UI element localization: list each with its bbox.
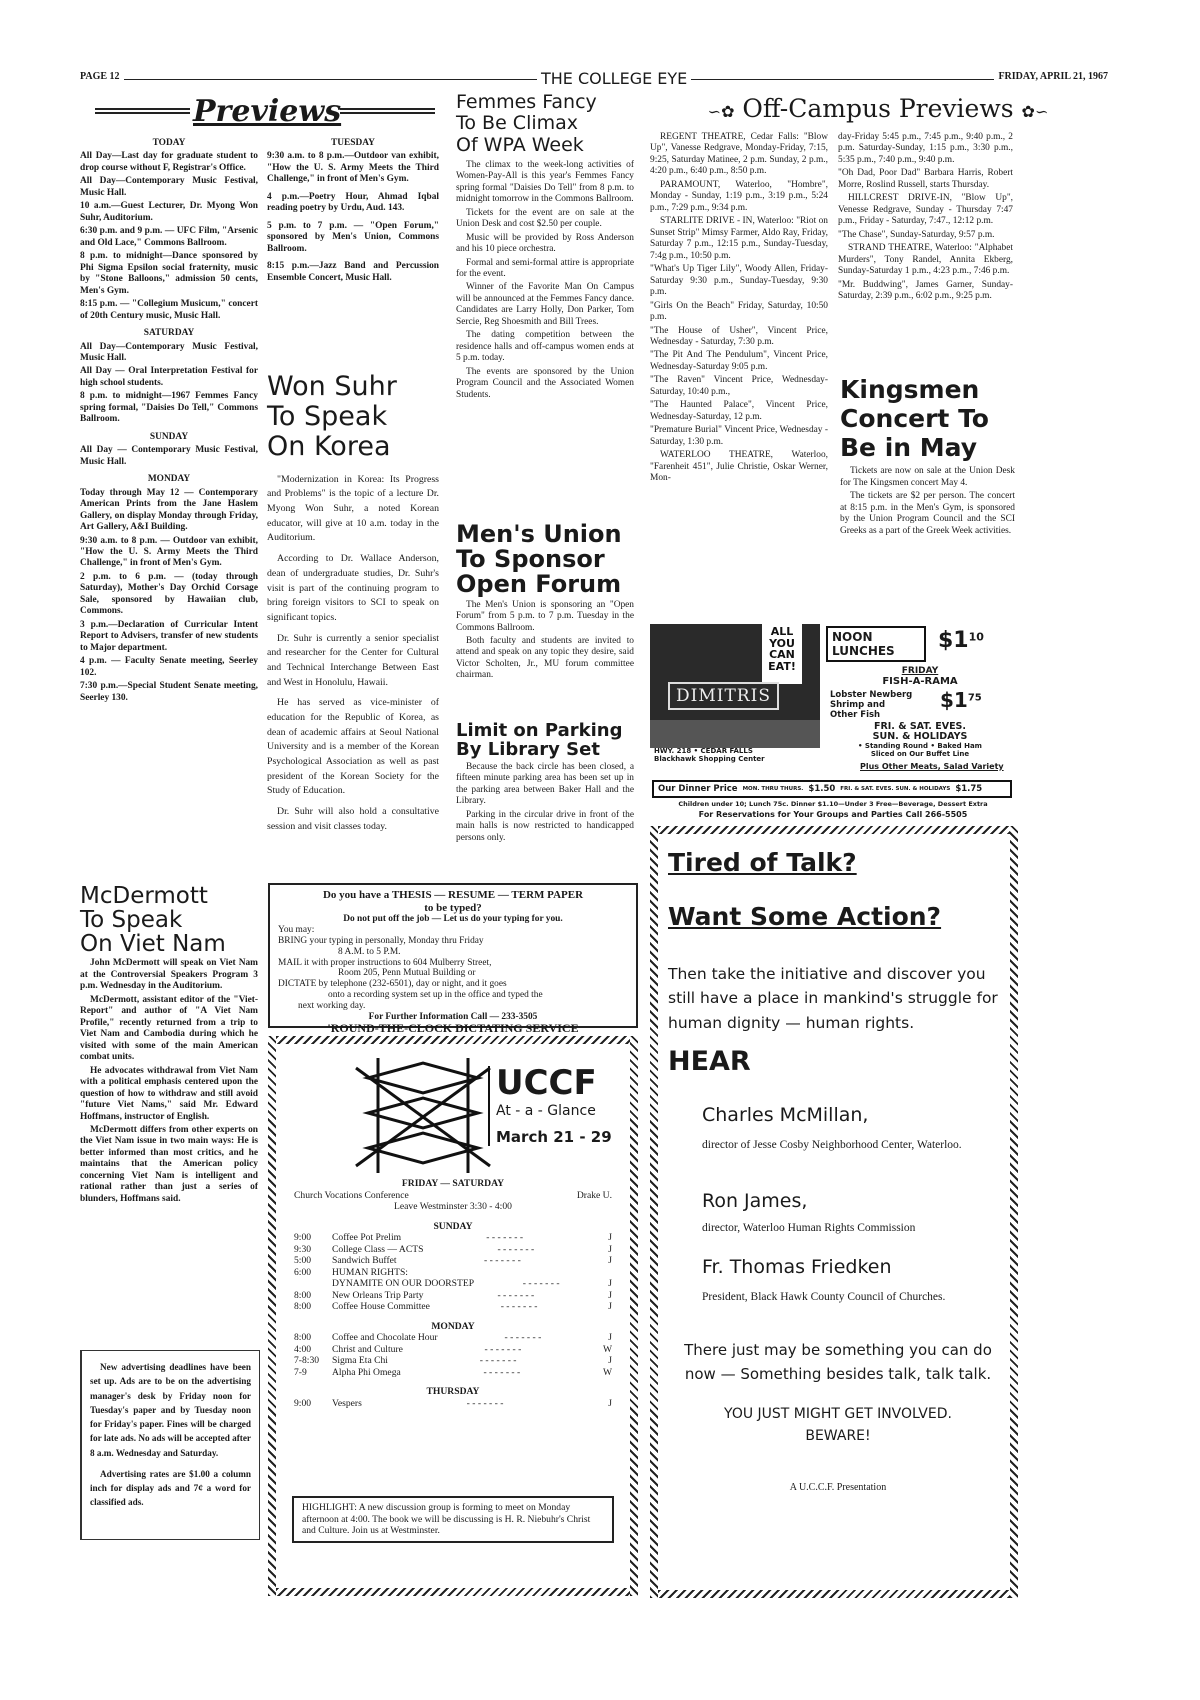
- schedule-note: Leave Westminster 3:30 - 4:00: [394, 1201, 512, 1212]
- headline-line: Open Forum: [456, 570, 622, 599]
- list-item: All Day—Last day for graduate student to drop course without F, Registrar's Office.: [80, 151, 258, 173]
- article-body: [267, 473, 439, 835]
- schedule-row: [290, 1278, 616, 1290]
- event-time-and-name: [294, 1355, 388, 1367]
- fish-item: Lobster Newberg: [830, 690, 913, 700]
- event-location: W: [602, 1343, 612, 1355]
- newspaper-name: THE COLLEGE EYE: [537, 69, 691, 88]
- event-name: Christ and Culture: [332, 1343, 403, 1355]
- dinner-price-bar: [652, 780, 1012, 798]
- event-name: HUMAN RIGHTS:: [332, 1266, 408, 1278]
- listing: "The Raven" Vincent Price, Wednesday-Saturday, 10:40 p.m.,: [650, 375, 828, 397]
- listing: "The House of Usher", Vincent Price, Wednesday - Saturday, 7:30 p.m.: [650, 325, 828, 347]
- kingsmen-article: [840, 376, 1015, 539]
- headline-line: To Speak: [80, 907, 183, 934]
- address-line: Blackhawk Shopping Center: [654, 754, 765, 763]
- headline-line: Men's Union: [456, 520, 622, 548]
- mcdermott-article: [80, 884, 258, 1207]
- uccf-subtitle: At - a - Glance: [496, 1102, 596, 1119]
- today-list: [80, 151, 258, 322]
- femmes-article: [456, 92, 634, 403]
- price-label: Our Dinner Price: [658, 784, 738, 794]
- list-item: 8 p.m. to midnight—Dance sponsored by Phi Sigma Epsilon social fraternity, music by "Stone Balloons," admission 50 cents, Men's Gym.: [80, 251, 258, 296]
- headline-line: Limit on Parking: [456, 720, 623, 741]
- price-cents: 10: [968, 630, 984, 644]
- listing: "Mr. Buddwing", James Garner, Sunday-Saturday, 2:39 p.m., 6:02 p.m., 9:25 p.m.: [838, 279, 1013, 302]
- mens-union-article: [456, 522, 634, 684]
- weekend-line: • Standing Round • Baked Ham: [858, 741, 982, 750]
- paragraph: McDermott differs from other experts on the Viet Nam issue in two main ways: He is better informed than most critics, and he maintains that the American policy concerning Viet Nam is intelligent and rational rather than just a series of blunders, Hoffmans said.: [80, 1124, 258, 1204]
- off-campus-col2: [838, 130, 1013, 305]
- restaurant-sign: DIMITRIS: [668, 682, 779, 710]
- noon-line: NOON: [832, 630, 873, 644]
- event-location: Drake U.: [576, 1189, 612, 1201]
- leader-dashes: - - - - - - -: [484, 1255, 521, 1266]
- eat-sign: [762, 624, 802, 684]
- eat-line: EAT!: [768, 659, 796, 673]
- event-name: Church Vocations Conference: [294, 1189, 409, 1201]
- event-time-and-name: [294, 1398, 362, 1410]
- paragraph: He advocates withdrawal from Viet Nam with a political emphasis centered upon the question of how to withdraw and still avoid "future Viet Nams," said Mr. Edward Hoffmans, instructor of English.: [80, 1065, 258, 1122]
- schedule-row: [290, 1190, 616, 1202]
- leader-dashes: - - - - - - -: [504, 1332, 542, 1343]
- schedule-row: [290, 1301, 616, 1313]
- speaker-name: Ron James,: [702, 1190, 808, 1212]
- schedule-row: [290, 1232, 616, 1244]
- fish-price: [940, 688, 982, 712]
- event-name: Vespers: [332, 1397, 362, 1409]
- restaurant-photo: [650, 624, 820, 748]
- previews-banner: [95, 96, 435, 130]
- uccf-dates: March 21 - 29: [496, 1128, 612, 1147]
- listing: PARAMOUNT, Waterloo, "Hombre", Monday - Sunday, 1:19 p.m., 3:19 p.m., 5:24 p.m., 7:29 p.m., 9:34 p.m.: [650, 179, 828, 213]
- event-time: 8:00: [294, 1301, 312, 1312]
- fish-item: Shrimp and: [830, 700, 886, 711]
- listing: "Girls On the Beach" Friday, Saturday, 10:50 p.m.: [650, 300, 828, 323]
- schedule-row: [290, 1398, 616, 1410]
- listing: "Premature Burial" Vincent Price, Wednesday - Saturday, 1:30 p.m.: [650, 425, 828, 447]
- friday-label: FRIDAY: [901, 666, 939, 676]
- headline-line: Kingsmen: [840, 375, 980, 404]
- leader-dashes: - - - - - - -: [522, 1278, 560, 1289]
- reservations-line: For Reservations for Your Groups and Parties Call 266-5505: [698, 810, 968, 819]
- event-time: 8:00: [294, 1332, 312, 1343]
- listing: STRAND THEATRE, Waterloo: "Alphabet Murders", Tony Randel, Annita Ekberg, Sunday-Saturday 1 p.m., 4:23 p.m., 7:46 p.m.: [838, 243, 1013, 277]
- day-heading: SUNDAY: [149, 431, 189, 442]
- listing: day-Friday 5:45 p.m., 7:45 p.m., 9:40 p.m., 2 p.m. Saturday-Sunday, 1:15 p.m., 3:30 p.m., 5:35 p.m., 7:40 p.m., 9:40 p.m.: [838, 132, 1013, 165]
- event-name: Sandwich Buffet: [332, 1255, 397, 1266]
- address: [654, 748, 765, 763]
- speaker-description: director of Jesse Cosby Neighborhood Center, Waterloo.: [702, 1139, 962, 1151]
- day-heading: MONDAY: [147, 474, 191, 485]
- event-name: Coffee House Committee: [332, 1301, 430, 1312]
- leader-dashes: - - - - - - -: [486, 1232, 524, 1243]
- ornament-icon: ∽✿: [707, 102, 735, 121]
- action-headline-2: Want Some Action?: [668, 902, 942, 931]
- list-item: 8:15 p.m. — "Collegium Musicum," concert of 20th Century music, Music Hall.: [80, 299, 258, 321]
- listing: "The Chase", Sunday-Saturday, 9:57 p.m.: [838, 229, 995, 240]
- border-bottom: [268, 1588, 638, 1596]
- paragraph: "Modernization in Korea: Its Progress and Problems" is the topic of a lecture Dr. Myong Won Suhr, a noted Korean educator, will give at 10 a.m. today in the Auditorium.: [267, 473, 439, 544]
- paragraph: The Men's Union is sponsoring an "Open Forum" from 5 p.m. to 7 p.m. Tuesday in the Commons Ballroom.: [456, 599, 634, 633]
- listing: STARLITE DRIVE - IN, Waterloo: "Riot on Sunset Strip" Mimsy Farmer, Aldo Ray, Friday, Saturday 7 p.m., 12:15 p.m., Sunday-Tuesday, 7:4g p.m., 10:50 p.m.: [650, 216, 829, 261]
- list-item: 8 p.m. to midnight—1967 Femmes Fancy spring formal, "Daisies Do Tell," Commons Ballroom.: [80, 391, 258, 425]
- paragraph: McDermott, assistant editor of the "Viet-Report" and author of "A Viet Nam Profile," recently returned from a trip to Viet Nam and Cambodia during which he visited with some of the main American combat units.: [80, 994, 258, 1063]
- event-location: J: [608, 1301, 612, 1312]
- uccf-schedule: [290, 1178, 616, 1409]
- noon-lunch-box: [826, 626, 926, 662]
- event-time: 9:30: [294, 1243, 312, 1255]
- weekend-extra: Plus Other Meats, Salad Variety: [860, 762, 1004, 771]
- price-cents: 75: [967, 692, 982, 704]
- action-headline-1: Tired of Talk?: [668, 848, 857, 877]
- typing-service-ad: [268, 883, 638, 1036]
- event-time-and-name: [294, 1367, 401, 1379]
- event-time: 9:00: [294, 1232, 312, 1243]
- headline-line: To Sponsor: [456, 545, 605, 574]
- fish-label: FISH-A-RAMA: [882, 676, 958, 688]
- headline-line: To Be Climax: [456, 112, 579, 135]
- headline-line: On Korea: [267, 431, 391, 463]
- fish-items: [830, 690, 912, 721]
- event-time-and-name: [294, 1232, 401, 1244]
- noon-price: [938, 628, 984, 653]
- banner-title: Previews: [193, 94, 342, 129]
- call-to-action: YOU JUST MIGHT GET INVOLVED.: [724, 1406, 952, 1422]
- schedule-row: [290, 1332, 616, 1344]
- eat-line: CAN: [769, 648, 795, 662]
- uccf-title-block: [488, 1063, 628, 1147]
- paragraph: He has served as vice-minister of education for the Republic of Korea, as dean of academic affairs at Seoul National University and is a member of the Korean Psychological Association as well as past president of the Korean Society for the Study of Education.: [267, 697, 439, 797]
- leader-dashes: - - - - - - -: [483, 1366, 521, 1378]
- paragraph: The climax to the week-long activities of Women-Pay-All is this year's Femmes Fancy spring formal "Daisies Do Tell" from 8 p.m. to midnight tomorrow in the Commons Ballroom.: [456, 159, 634, 205]
- leader-dashes: - - - - - - -: [497, 1289, 535, 1301]
- paragraph: John McDermott will speak on Viet Nam at the Controversial Speakers Program 3 p.m. Wednesday in the Auditorium.: [80, 958, 258, 992]
- paragraph: Formal and semi-formal attire is appropriate for the event.: [456, 257, 634, 280]
- headline-line: Of WPA Week: [456, 133, 584, 156]
- headline-line: McDermott: [80, 883, 208, 909]
- fish-item: Other Fish: [830, 710, 881, 721]
- article-headline: [80, 884, 258, 956]
- headline-line: On Viet Nam: [80, 931, 226, 958]
- schedule-row: [290, 1355, 616, 1367]
- event-name: Coffee and Chocolate Hour: [332, 1332, 438, 1343]
- parking-article: [456, 722, 634, 846]
- children-note: Children under 10; Lunch 75c. Dinner $1.10—Under 3 Free—Beverage, Dessert Extra: [678, 800, 988, 808]
- listing: WATERLOO THEATRE, Waterloo, "Farenheit 451", Julie Christie, Oskar Werner, Mon-: [650, 450, 828, 484]
- border-right: [1010, 826, 1018, 1598]
- price-weekend: $1.75: [955, 784, 983, 794]
- event-time-and-name: [294, 1344, 403, 1356]
- event-location: J: [608, 1243, 612, 1255]
- schedule-day-heading: MONDAY: [431, 1320, 475, 1332]
- article-headline: [456, 92, 634, 156]
- ad-text: next working day.: [298, 1000, 366, 1011]
- issue-date: FRIDAY, APRIL 21, 1967: [994, 71, 1108, 82]
- schedule-row: [290, 1244, 616, 1256]
- listing: "The Haunted Palace", Vincent Price, Wednesday-Saturday, 12 p.m.: [650, 400, 828, 422]
- suhr-article: [267, 372, 439, 837]
- list-item: All Day—Contemporary Music Festival, Music Hall.: [80, 176, 258, 198]
- headline-line: Concert To: [840, 403, 989, 433]
- day-heading: TODAY: [152, 138, 186, 148]
- weekend-special: [826, 722, 1014, 758]
- event-time-and-name: [294, 1301, 430, 1313]
- highlight-text: HIGHLIGHT: A new discussion group is forming to meet on Monday afternoon at 4:00. The book we will be discussing is H. R. Niebuhr's Christ and Culture. Join us at Westminster.: [302, 1502, 591, 1536]
- border-top: [268, 1036, 638, 1044]
- speaker-description: President, Black Hawk County Council of Churches.: [702, 1291, 946, 1303]
- list-item: 3 p.m.—Declaration of Curricular Intent Report to Advisers, transfer of new students to Major department.: [80, 619, 258, 653]
- border-top: [650, 826, 1018, 834]
- paragraph: Because the back circle has been closed, a fifteen minute parking area has been set up in the parking area between Baker Hall and the Library.: [456, 761, 634, 807]
- previews-calendar-col2: [267, 136, 439, 286]
- eat-line: YOU: [769, 636, 795, 650]
- headline-line: Be in May: [840, 432, 978, 462]
- thursday-rows: [290, 1398, 616, 1410]
- eat-line: ALL: [770, 625, 794, 638]
- list-item: 4 p.m.—Poetry Hour, Ahmad Iqbal reading poetry by Urdu, Aud. 143.: [267, 191, 439, 214]
- event-name: Sigma Eta Chi: [332, 1355, 388, 1366]
- event-name: DYNAMITE ON OUR DOORSTEP: [332, 1278, 475, 1289]
- sunday-rows: [290, 1232, 616, 1313]
- paragraph: Parking in the circular drive in front of the main halls is now restricted to handicapped persons only.: [456, 809, 634, 843]
- schedule-row: [290, 1290, 616, 1302]
- event-time-and-name: [294, 1278, 474, 1290]
- event-time: 8:00: [294, 1289, 312, 1301]
- listing: "What's Up Tiger Lily", Woody Allen, Friday-Saturday 9:30 p.m., Sunday-Tuesday, 9:30 p.m.: [650, 264, 828, 298]
- list-item: 4 p.m. — Faculty Senate meeting, Seerley 102.: [80, 656, 258, 678]
- price-dollars: $1: [938, 628, 969, 653]
- event-location: J: [608, 1355, 612, 1366]
- noon-line: LUNCHES: [832, 644, 895, 659]
- list-item: 9:30 a.m. to 8 p.m. — Outdoor van exhibit, "How the U. S. Army Meets the Third Challenge," in front of Men's Gym.: [80, 535, 258, 569]
- schedule-row: [290, 1367, 616, 1379]
- event-location: J: [608, 1255, 612, 1266]
- article-body: [80, 958, 258, 1205]
- event-time-and-name: [294, 1290, 423, 1302]
- listing: "Oh Dad, Poor Dad" Barbara Harris, Robert Morre, Roslind Russell, starts Thursday.: [838, 168, 1013, 190]
- paragraph: According to Dr. Wallace Anderson, dean of undergraduate studies, Dr. Suhr's visit is part of the continuing program to bring foreign visitors to SCI to speak on significant topics.: [267, 553, 439, 623]
- ad-phone: For Further Information Call — 233-3505: [368, 1011, 538, 1022]
- days-label: FRI. & SAT. EVES. SUN. & HOLIDAYS: [840, 786, 951, 792]
- event-time-and-name: [294, 1255, 397, 1267]
- ad-text: DICTATE by telephone (232-6501), day or night, and it goes: [278, 979, 507, 990]
- paragraph: Tickets are now on sale at the Union Desk for The Kingsmen concert May 4.: [840, 466, 1015, 488]
- ad-text: onto a recording system set up in the office and typed the: [328, 989, 543, 1000]
- closing-text: There just may be something you can do now — Something besides talk, talk talk.: [684, 1341, 992, 1383]
- event-location: J: [608, 1278, 612, 1289]
- days-label: MON. THRU THURS.: [742, 786, 804, 792]
- masthead: [80, 68, 1108, 90]
- leader-dashes: - - - - - - -: [466, 1397, 504, 1409]
- headline-line: To Speak: [267, 401, 388, 433]
- off-campus-col1: [650, 130, 828, 487]
- article-body: [456, 160, 634, 401]
- article-headline: [267, 372, 439, 463]
- price-weekday: $1.50: [808, 784, 836, 794]
- list-item: 6:30 p.m. and 9 p.m. — UFC Film, "Arsenic and Old Lace," Commons Ballroom.: [80, 226, 258, 248]
- article-body: [456, 600, 634, 682]
- ad-headline-2: to be typed?: [424, 901, 482, 914]
- event-name: College Class — ACTS: [332, 1243, 424, 1255]
- ad-text: Room 205, Penn Mutual Building or: [338, 968, 476, 979]
- event-time-and-name: [294, 1332, 438, 1344]
- schedule-row: [290, 1255, 616, 1267]
- banner-rule-left: [95, 108, 190, 114]
- list-item: All Day — Contemporary Music Festival, Music Hall.: [80, 445, 258, 467]
- listing: "The Pit And The Pendulum", Vincent Price, Wednesday-Saturday 9:05 p.m.: [650, 350, 828, 372]
- article-headline: [840, 376, 1015, 462]
- ad-headline: Do you have a THESIS — RESUME — TERM PAPER: [322, 889, 584, 901]
- event-location: W: [602, 1366, 612, 1378]
- paragraph: Dr. Suhr will also hold a consultative session and visit classes today.: [267, 806, 439, 832]
- event-time-and-name: [294, 1244, 423, 1256]
- list-item: 5 p.m. to 7 p.m. — "Open Forum," sponsored by Men's Union, Commons Ballroom.: [267, 220, 439, 254]
- event-name: Coffee Pot Prelim: [332, 1232, 402, 1243]
- address-line: HWY. 218 • CEDAR FALLS: [654, 747, 753, 755]
- list-item: 10 a.m.—Guest Lecturer, Dr. Myong Won Suhr, Auditorium.: [80, 201, 258, 223]
- ad-text: BRING your typing in personally, Monday thru Friday: [278, 935, 484, 946]
- event-location: J: [608, 1289, 612, 1301]
- schedule-row: [290, 1344, 616, 1356]
- listing: HILLCREST DRIVE-IN, "Blow Up", Venesse Redgrave, Sunday - Thursday 7:47 p.m., Friday - Saturday, 7:47., 12:12 p.m.: [838, 193, 1013, 227]
- list-item: 8:15 p.m.—Jazz Band and Percussion Ensemble Concert, Music Hall.: [267, 261, 439, 283]
- presenter-credit: A U.C.C.F. Presentation: [789, 1482, 887, 1493]
- event-time-and-name: [294, 1267, 408, 1279]
- leader-dashes: - - - - - - -: [500, 1301, 538, 1312]
- list-item: All Day — Oral Interpretation Festival for high school students.: [80, 366, 258, 388]
- ad-tagline: Do not put off the job — Let us do your typing for you.: [343, 914, 563, 925]
- uccf-highlight: [292, 1496, 614, 1543]
- listing: REGENT THEATRE, Cedar Falls: "Blow Up", Vanesse Redgrave, Monday-Friday, 7:15, 9:25, Saturday Matinee, 2 p.m. Sunday, 2 p.m., 4:20 p.m., 6:40 p.m., 8:50 p.m.: [650, 132, 828, 177]
- event-time: 6:00: [294, 1266, 312, 1278]
- previews-calendar-col1: [80, 136, 258, 706]
- event-time: 4:00: [294, 1343, 312, 1355]
- list-item: All Day—Contemporary Music Festival, Music Hall.: [80, 341, 258, 363]
- uccf-title: UCCF: [496, 1063, 597, 1103]
- ad-text: MAIL it with proper instructions to 604 Mulberry Street,: [278, 957, 492, 968]
- off-campus-title: [648, 94, 1108, 123]
- banner-rule-right: [340, 108, 435, 114]
- action-intro: Then take the initiative and discover you still have a place in mankind's struggle for human dignity — human rights.: [668, 965, 998, 1032]
- list-item: Today through May 12 — Contemporary American Prints from the Jane Haslem Gallery, on display Monday through Friday, Art Gallery, A&I Building.: [80, 487, 258, 533]
- list-item: 7:30 p.m.—Special Student Senate meeting, Seerley 130.: [80, 681, 258, 703]
- article-headline: [456, 522, 634, 598]
- leader-dashes: - - - - - - -: [479, 1355, 517, 1366]
- border-bottom: [650, 1590, 1018, 1598]
- ad-company: 'ROUND-THE-CLOCK DICTATING SERVICE: [327, 1021, 579, 1036]
- border-right: [630, 1036, 638, 1596]
- dimitris-restaurant-ad: [650, 624, 1014, 780]
- paragraph: Winner of the Favorite Man On Campus will be announced at the Femmes Fancy dance. Candidates are Larry Holly, Don Parker, Tom Sercie, Reg Shoesmith and Bill Trees.: [456, 282, 634, 327]
- ad-text: 8 A.M. to 5 P.M.: [338, 946, 401, 957]
- day-heading: TUESDAY: [331, 138, 375, 148]
- event-name: Alpha Phi Omega: [332, 1366, 401, 1378]
- hear-heading: HEAR: [668, 1046, 751, 1077]
- border-left: [268, 1036, 276, 1596]
- weekend-line: FRI. & SAT. EVES.: [873, 721, 967, 732]
- advertising-notice: [80, 1350, 260, 1540]
- uccf-action-ad: [650, 826, 1018, 1598]
- speaker-name: Charles McMillan,: [702, 1104, 869, 1126]
- paragraph: Music will be provided by Ross Anderson and his 10 piece orchestra.: [456, 232, 634, 255]
- article-headline: [456, 722, 634, 760]
- page-number: PAGE 12: [80, 71, 124, 82]
- article-body: [840, 466, 1015, 537]
- schedule-day-heading: THURSDAY: [426, 1386, 480, 1397]
- list-item: 9:30 a.m. to 8 p.m.—Outdoor van exhibit, "How the U. S. Army Meets the Third Challenge," in front of Men's Gym.: [267, 151, 439, 185]
- notice-deadlines: New advertising deadlines have been set up. Ads are to be on the advertising manager's desk by Friday noon for Tuesday's paper and by Tuesday noon for Friday's paper. Fines will be charged for late ads. No ads will be accepted after 8 a.m. Wednesday and Saturday.: [90, 1362, 251, 1458]
- event-time: 5:00: [294, 1255, 312, 1266]
- leader-dashes: - - - - - - -: [484, 1343, 522, 1355]
- leader-dashes: - - - - - - -: [497, 1243, 535, 1255]
- ad-text: You may:: [278, 925, 315, 936]
- section-title: Off-Campus Previews: [742, 94, 1014, 123]
- schedule-row: [290, 1267, 616, 1279]
- event-name: New Orleans Trip Party: [332, 1289, 424, 1301]
- notice-rates: Advertising rates are $1.00 a column inch for display ads and 7¢ a word for classified ads.: [90, 1468, 251, 1508]
- event-location: J: [608, 1232, 612, 1243]
- weekend-line: SUN. & HOLIDAYS: [872, 731, 968, 743]
- event-location: J: [608, 1397, 612, 1409]
- paragraph: Both faculty and students are invited to attend and speak on any topic they desire, said Victor Scholten, Jr., MU forum committee chairman.: [456, 635, 634, 681]
- schedule-day-heading: FRIDAY — SATURDAY: [401, 1178, 505, 1189]
- price-dollars: $1: [940, 688, 968, 712]
- border-left: [650, 826, 658, 1598]
- speaker-description: director, Waterloo Human Rights Commission: [702, 1222, 916, 1234]
- friday-special: [826, 666, 1014, 688]
- event-time: 9:00: [294, 1397, 312, 1409]
- warning-text: BEWARE!: [805, 1428, 871, 1444]
- article-body: [456, 762, 634, 844]
- headline-line: By Library Set: [456, 738, 600, 760]
- paragraph: Tickets for the event are on sale at the Union Desk and cost $2.50 per couple.: [456, 207, 634, 230]
- uccf-schedule-box: [268, 1036, 638, 1596]
- monday-rows: [290, 1332, 616, 1378]
- headline-line: Femmes Fancy: [456, 91, 597, 113]
- day-heading: SATURDAY: [143, 328, 195, 339]
- building-base: [650, 720, 820, 748]
- speaker-name: Fr. Thomas Friedken: [702, 1256, 892, 1278]
- paragraph: Dr. Suhr is currently a senior specialist and researcher for the Center for Cultural and Technical Interchange Between East and West in Honolulu, Hawaii.: [267, 632, 439, 688]
- schedule-day-heading: SUNDAY: [433, 1220, 473, 1232]
- list-item: 2 p.m. to 6 p.m. — (today through Saturday), Mother's Day Orchid Corsage Sale, sponsored by Hawaiian club, Commons.: [80, 571, 258, 617]
- weekend-line: Sliced on Our Buffet Line: [870, 749, 970, 758]
- uccf-logo-graphic: [348, 1058, 498, 1176]
- event-location: J: [608, 1332, 612, 1343]
- headline-line: Won Suhr: [267, 371, 397, 402]
- paragraph: The dating competition between the residence halls and off-campus women ends at 5 p.m. today.: [456, 330, 634, 364]
- paragraph: The tickets are $2 per person. The concert at 8:15 p.m. in the Men's Gym, is sponsored by the Union Program Council and the SCI Greeks as a part of the Greek Week activities.: [840, 491, 1015, 536]
- event-time: 7-9: [294, 1366, 307, 1378]
- event-time: 7-8:30: [294, 1355, 320, 1366]
- ornament-icon: ✿∽: [1021, 102, 1049, 121]
- paragraph: The events are sponsored by the Union Program Council and the Associated Women Students.: [456, 366, 634, 400]
